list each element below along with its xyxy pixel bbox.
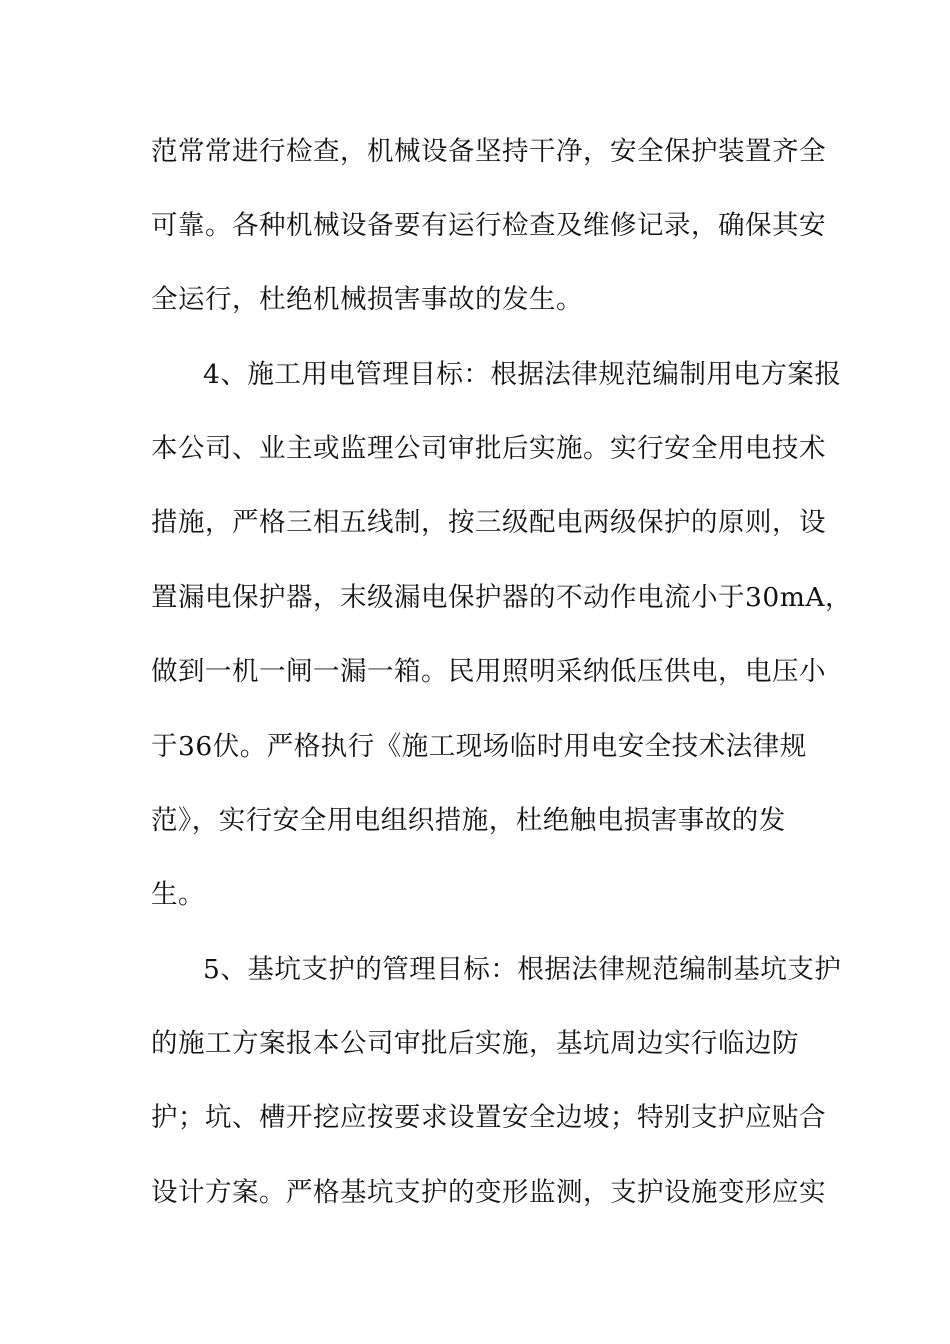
text-line-15: 设计方案。严格基坑支护的变形监测，支护设施变形应实 [151,1177,826,1208]
text-line-13: 的施工方案报本公司审批后实施，基坑周边实行临边防 [151,1028,799,1059]
text-line-5: 本公司、业主或监理公司审批后实施。实行安全用电技术 [151,433,826,464]
text-line-11: 生。 [151,879,205,910]
text-line-2: 可靠。各种机械设备要有运行检查及维修记录，确保其安 [151,210,826,241]
text-line-6: 措施，严格三相五线制，按三级配电两级保护的原则，设 [151,507,826,538]
text-line-14: 护；坑、槽开挖应按要求设置安全边坡；特别支护应贴合 [151,1102,826,1133]
text-line-9: 于36伏。严格执行《施工现场临时用电安全技术法律规 [151,731,807,762]
text-line-8: 做到一机一闸一漏一箱。民用照明采纳低压供电，电压小 [151,656,826,687]
text-line-3: 全运行，杜绝机械损害事故的发生。 [151,284,583,315]
text-line-10: 范》，实行安全用电组织措施，杜绝触电损害事故的发 [151,805,786,836]
text-line-12: 5、基坑支护的管理目标：根据法律规范编制基坑支护 [203,954,842,985]
text-line-7: 置漏电保护器，末级漏电保护器的不动作电流小于30mA， [151,582,852,613]
text-line-1: 范常常进行检查，机械设备坚持干净，安全保护装置齐全 [151,136,826,167]
text-line-4: 4、施工用电管理目标：根据法律规范编制用电方案报 [203,359,842,390]
